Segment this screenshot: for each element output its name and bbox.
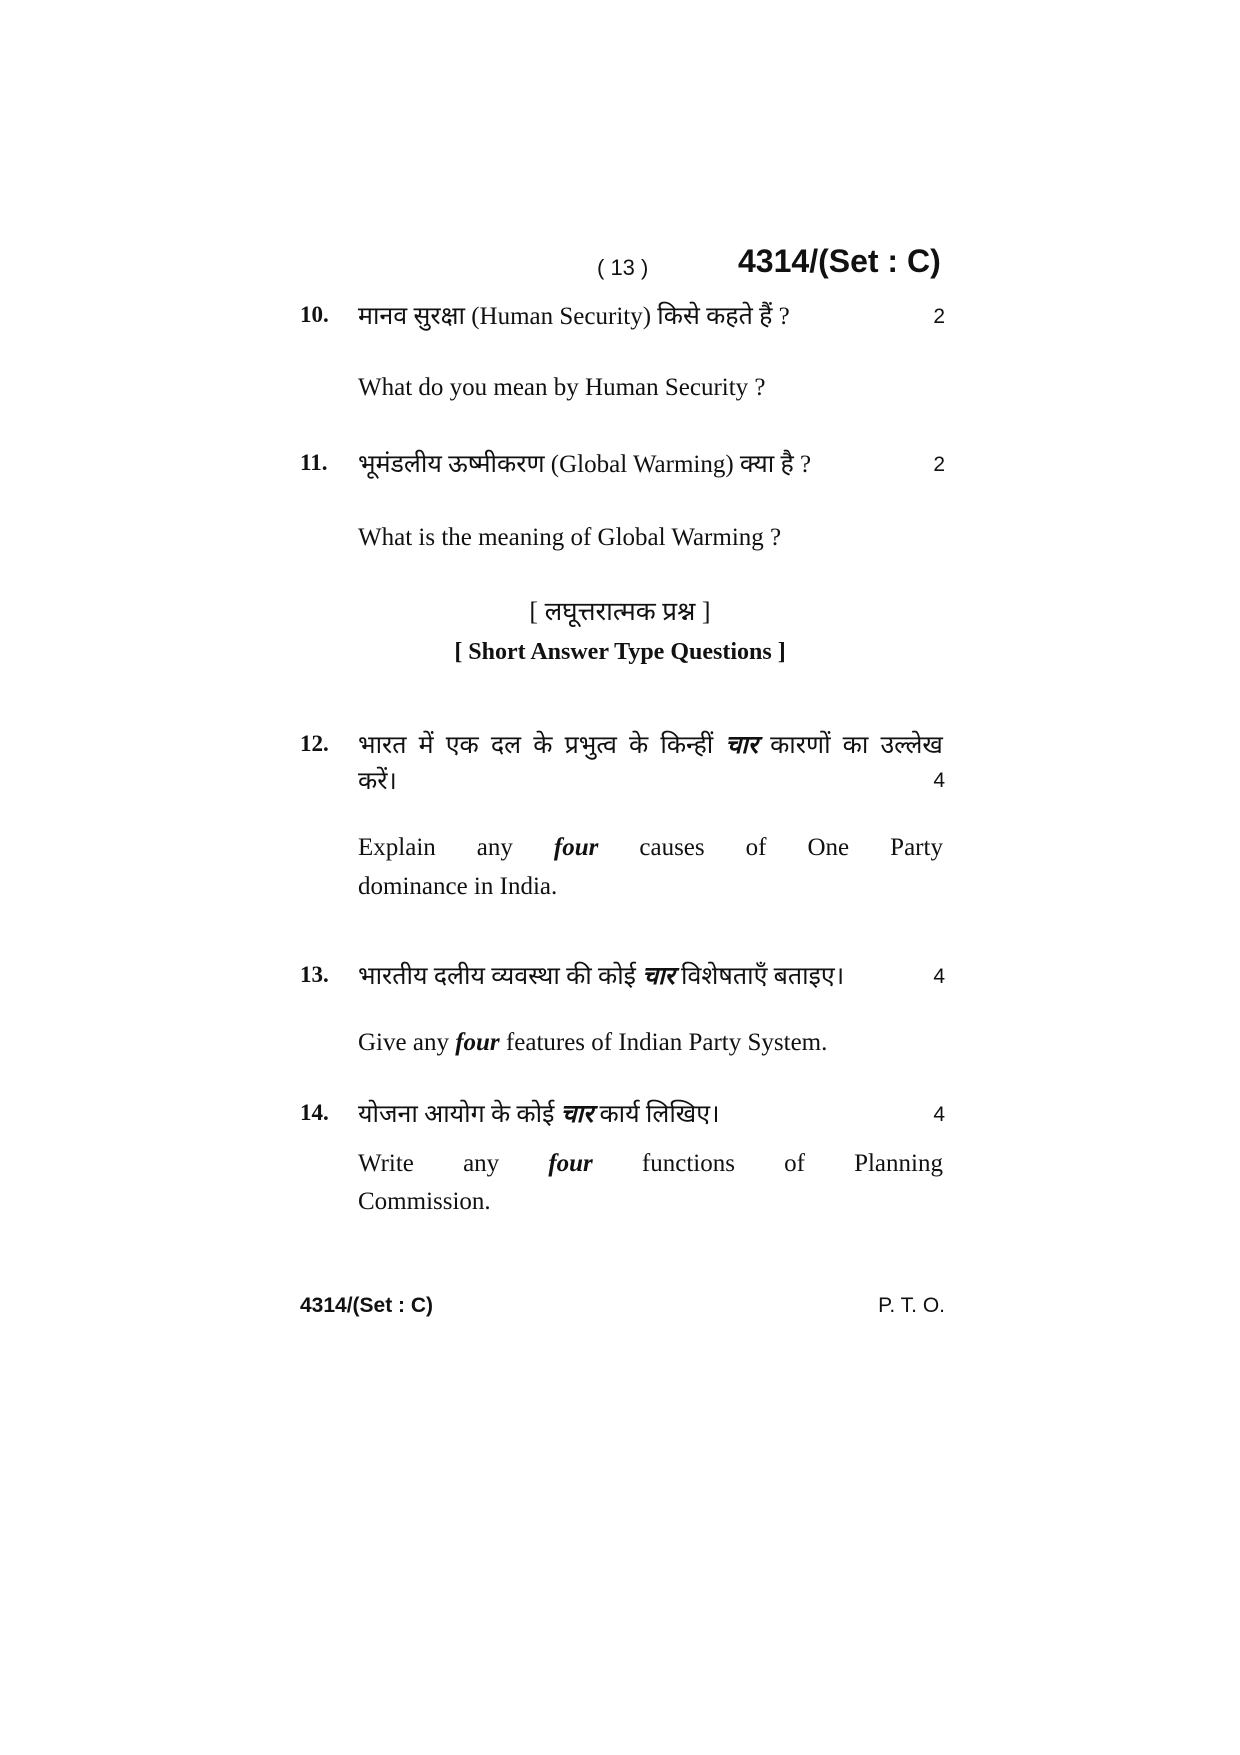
question-11-hindi: भूमंडलीय ऊष्मीकरण (Global Warming) क्या है ? — [358, 451, 812, 478]
section-heading-english: [ Short Answer Type Questions ] — [454, 639, 786, 665]
question-14-number: 14. — [300, 1100, 329, 1125]
q12-hindi-word: के — [629, 732, 649, 759]
question-13-hindi — [358, 958, 844, 992]
q12-hindi-word: उल्लेख — [880, 732, 943, 759]
q13-english-post: features of Indian Party System. — [505, 1029, 828, 1056]
q14-hindi-pre: योजना आयोग के कोई — [358, 1101, 555, 1128]
pto-label: P. T. O. — [878, 1294, 945, 1317]
q12-english-emphasis: four — [553, 834, 599, 861]
q12-hindi-word: किन्हीं — [660, 732, 714, 759]
q14-english-word: Write — [358, 1150, 414, 1177]
question-11-marks: 2 — [933, 453, 945, 476]
set-code-footer: 4314/(Set : C) — [300, 1294, 434, 1317]
q12-english-word: Party — [890, 834, 943, 861]
q13-hindi-post: विशेषताएँ बताइए। — [681, 963, 845, 990]
question-14-marks: 4 — [933, 1103, 945, 1126]
q12-hindi-word: के — [533, 732, 553, 759]
page-number: ( 13 ) — [597, 255, 649, 280]
q14-english-word: functions — [641, 1150, 735, 1177]
q14-english-emphasis: four — [548, 1150, 593, 1177]
question-10-hindi: मानव सुरक्षा (Human Security) किसे कहते हैं ? — [358, 303, 790, 330]
question-13-english — [358, 1029, 827, 1057]
q13-hindi-pre: भारतीय दलीय व्यवस्था की कोई — [358, 963, 636, 990]
question-12-hindi-line2: करें। — [358, 768, 397, 795]
question-12-marks: 4 — [933, 769, 945, 792]
question-11-english: What is the meaning of Global Warming ? — [358, 524, 782, 551]
q12-english-word: any — [476, 834, 513, 861]
question-12-english-line1 — [358, 834, 943, 862]
q12-hindi-word: का — [842, 732, 869, 759]
q12-hindi-word: कारणों — [770, 732, 831, 759]
q12-english-word: of — [745, 834, 767, 861]
q12-hindi-word: प्रभुत्व — [564, 732, 617, 759]
question-14-english-line2: Commission. — [358, 1188, 491, 1215]
question-11-number: 11. — [300, 450, 328, 475]
q12-hindi-emphasis: चार — [725, 732, 758, 759]
question-14-english-line1 — [358, 1150, 943, 1178]
q14-hindi-post: कार्य लिखिए। — [599, 1101, 720, 1128]
q14-english-word: of — [784, 1150, 805, 1177]
set-code-header: 4314/(Set : C) — [738, 243, 941, 279]
q12-hindi-word: दल — [490, 732, 522, 759]
q12-hindi-word: एक — [445, 732, 479, 759]
question-10-marks: 2 — [933, 305, 945, 328]
question-14-hindi — [358, 1096, 720, 1130]
q13-english-emphasis: four — [455, 1029, 500, 1056]
q12-english-word: Explain — [358, 834, 436, 861]
question-12-hindi-line1 — [358, 727, 943, 761]
q13-english-pre: Give any — [358, 1029, 449, 1056]
question-10-number: 10. — [300, 302, 329, 327]
q12-hindi-word: में — [418, 732, 434, 759]
question-12-number: 12. — [300, 731, 329, 756]
q13-hindi-emphasis: चार — [642, 963, 675, 990]
q14-english-word: Planning — [854, 1150, 943, 1177]
question-13-number: 13. — [300, 962, 329, 987]
question-12-english-line2: dominance in India. — [358, 873, 558, 900]
q12-english-word: causes — [639, 834, 705, 861]
q14-english-word: any — [463, 1150, 500, 1177]
q12-english-word: One — [807, 834, 850, 861]
q14-hindi-emphasis: चार — [560, 1101, 594, 1128]
question-13-marks: 4 — [933, 965, 945, 988]
section-heading-hindi: [ लघूत्तरात्मक प्रश्न ] — [529, 597, 711, 626]
question-10-english: What do you mean by Human Security ? — [358, 374, 766, 401]
q12-hindi-word: भारत — [358, 732, 407, 759]
